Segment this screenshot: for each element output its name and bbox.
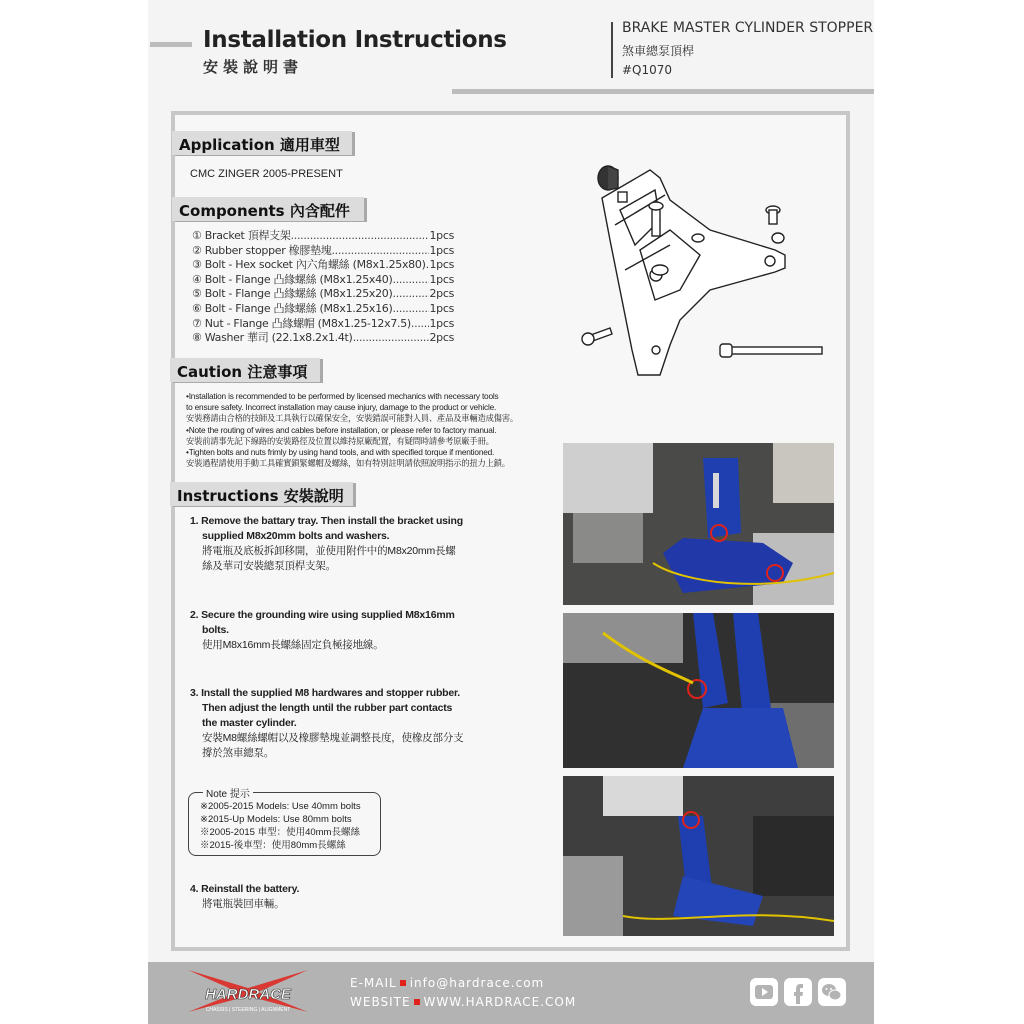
- instruction-step-4: 4. Reinstall the battery. 將電瓶裝回車輛。: [190, 883, 300, 910]
- component-item: ⑤ Bolt - Flange 凸緣螺絲 (M8x1.25x20) ..... 2pcs: [192, 287, 454, 302]
- svg-text:CHASSIS | STEERING | ALIGNMENT: CHASSIS | STEERING | ALIGNMENT: [205, 1007, 291, 1013]
- application-heading: Application 適用車型: [172, 131, 352, 155]
- component-item: ⑥ Bolt - Flange 凸緣螺絲 (M8x1.25x16) ..... 1pcs: [192, 302, 454, 317]
- step-1-photo: [563, 443, 834, 605]
- caution-line: 安裝前請事先記下線路的安裝路徑及位置以維持原廠配置，有疑問時請參考原廠手冊。: [186, 435, 494, 446]
- caution-line: •Note the routing of wires and cables before installation, or please refer to factory manual.: [186, 424, 497, 435]
- caution-line: •Installation is recommended to be performed by licensed mechanics with necessary tools: [186, 391, 499, 401]
- note-line: ※2005-2015 Models: Use 40mm bolts: [200, 801, 361, 812]
- hex-socket-bolt-part: [730, 347, 822, 354]
- header-underline-bar: [452, 89, 874, 94]
- component-item: ④ Bolt - Flange 凸緣螺絲 (M8x1.25x40) ..... 1pcs: [192, 273, 454, 288]
- instruction-step-3: 3. Install the supplied M8 hardwares and stopper rubber. Then adjust the length until the rubber part contacts the master cylinder. 安裝M8螺絲螺帽以及橡膠墊塊並調整長度，使橡皮部分支 撐於煞車總泵。: [190, 687, 464, 759]
- component-item: ① Bracket 頂桿支架 ..... 1pcs: [192, 229, 454, 244]
- caution-line: 安裝務請由合格的技師及工具執行以確保安全，安裝錯誤可能對人員、產品及車輛造成傷害。: [186, 413, 518, 424]
- product-code: #Q1070: [622, 63, 673, 77]
- caution-line: to ensure safety. Incorrect installation may cause injury, damage to the product or vehicle.: [186, 402, 497, 413]
- youtube-icon[interactable]: [750, 978, 778, 1006]
- footer-website: WEBSITE WWW.HARDRACE.COM: [350, 995, 577, 1009]
- component-item: ⑦ Nut - Flange 凸緣螺帽 (M8x1.25-12x7.5) ..... 1pcs: [192, 317, 454, 332]
- component-item: ③ Bolt - Hex socket 內六角螺絲 (M8x1.25x80) ..... 1pcs: [192, 258, 454, 273]
- step-3-photo: [563, 776, 834, 936]
- footer-email: E-MAIL info@hardrace.com: [350, 976, 545, 990]
- wechat-icon[interactable]: [818, 978, 846, 1006]
- caution-text: [186, 391, 556, 469]
- component-item: ② Rubber stopper 橡膠墊塊 ..... 1pcs: [192, 244, 454, 259]
- instruction-step-1: 1. Remove the battary tray. Then install the bracket using supplied M8x20mm bolts and washers. 將電瓶及底板拆卸移開，並使用附件中的M8x20mm長螺 絲及華司安裝總泵頂桿支架。: [190, 515, 463, 572]
- components-heading: Components 內含配件: [172, 197, 364, 221]
- component-item: ⑧ Washer 華司 (22.1x8.2x1.4t) ..... 2pcs: [192, 331, 454, 346]
- caution-heading: Caution 注意事項: [170, 358, 320, 382]
- caution-line: 安裝過程請使用手動工具確實鎖緊螺帽及螺絲，如有特別註明請依照說明指示的扭力上鎖。: [186, 458, 510, 469]
- header-divider: [611, 22, 613, 78]
- document-subtitle-cn: 安裝說明書: [203, 58, 304, 76]
- note-title: Note 提示: [203, 785, 253, 800]
- bracket-part: [602, 170, 785, 375]
- note-line: ※2005-2015 車型：使用40mm長螺絲: [200, 827, 360, 838]
- document-title: Installation Instructions: [203, 27, 507, 53]
- caution-line: •Tighten bolts and nuts frimly by using hand tools, and with specified torque if mentioned.: [186, 447, 495, 458]
- email-link[interactable]: info@hardrace.com: [409, 976, 545, 990]
- hardrace-logo: [178, 966, 318, 1016]
- product-name-cn: 煞車總泵頂桿: [622, 44, 695, 58]
- note-line: ※2015-後車型：使用80mm長螺絲: [200, 840, 346, 851]
- components-list: [192, 229, 454, 346]
- website-link[interactable]: WWW.HARDRACE.COM: [423, 995, 577, 1009]
- product-name: BRAKE MASTER CYLINDER STOPPER: [622, 20, 874, 36]
- note-lines: [200, 800, 361, 852]
- instructions-heading: Instructions 安裝說明: [170, 482, 353, 506]
- instruction-step-2: 2. Secure the grounding wire using supplied M8x16mm bolts. 使用M8x16mm長螺絲固定負極接地線。: [190, 609, 455, 651]
- washer-part: [772, 233, 784, 243]
- parts-diagram: [560, 150, 840, 390]
- application-vehicle: CMC ZINGER 2005-PRESENT: [190, 168, 343, 180]
- step-2-photo: [563, 613, 834, 768]
- svg-text:HARDRACE: HARDRACE: [205, 986, 291, 1003]
- note-line: ※2015-Up Models: Use 80mm bolts: [200, 814, 352, 825]
- header-accent-bar: [150, 42, 192, 47]
- facebook-icon[interactable]: [784, 978, 812, 1006]
